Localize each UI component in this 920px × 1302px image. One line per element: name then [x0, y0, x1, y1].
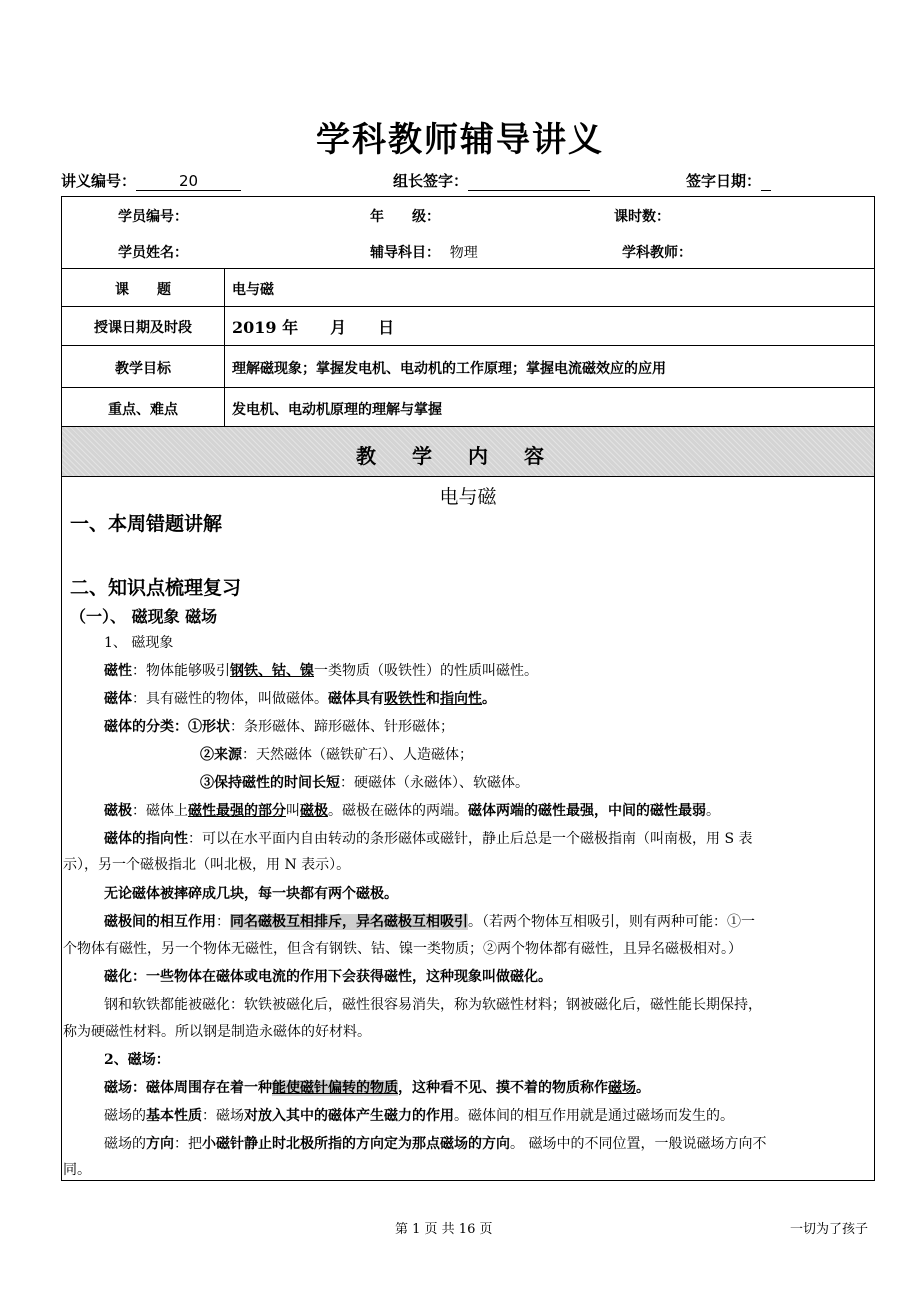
handout-number-label: 讲义编号： [61, 172, 137, 190]
para-interaction-cont: 个物体有磁性，另一个物体无磁性，但含有钢铁、钴、镍一类物质；②两个物体都有磁性，且异名磁极相对。） [63, 941, 742, 957]
section-2-heading: 二、知识点梳理复习 [70, 577, 242, 599]
footer-motto: 一切为了孩子 [790, 1222, 869, 1237]
subheading-magnetism: 1、 磁现象 [104, 635, 174, 651]
subject-value: 物理 [449, 245, 478, 261]
para-magnetization: 磁化：一些物体在磁体或电流的作用下会获得磁性，这种现象叫做磁化。 [104, 969, 552, 985]
date-value: 2019 年 月 日 [232, 318, 395, 337]
subject-label: 辅导科目： 物理 [370, 245, 478, 261]
student-name-label: 学员姓名： [118, 245, 188, 261]
section-2-1-heading: （一）、 磁现象 磁场 [70, 607, 218, 626]
sign-date [686, 170, 771, 191]
para-classification-duration: ③保持磁性的时间长短：硬磁体（永磁体）、软磁体。 [200, 775, 529, 791]
grade-label: 年 级： [370, 209, 440, 225]
para-field-property: 磁场的基本性质：磁场对放入其中的磁体产生磁力的作用。磁体间的相互作用就是通过磁场而发生的。 [104, 1108, 734, 1124]
para-classification-shape: 磁体的分类：①形状：条形磁体、蹄形磁体、针形磁体； [104, 719, 454, 735]
para-field-direction-cont: 同。 [63, 1162, 91, 1178]
leader-signature-label: 组长签字： [393, 172, 469, 190]
objective-label: 教学目标 [115, 361, 171, 377]
class-hours-label: 课时数： [614, 209, 670, 225]
topic-label: 课 题 [115, 282, 171, 298]
content-title: 电与磁 [439, 486, 497, 508]
topic-value: 电与磁 [232, 282, 274, 298]
para-interaction: 磁极间的相互作用：同名磁极互相排斥，异名磁极互相吸引。（若两个物体互相吸引，则有两种可能：①一 [104, 914, 755, 930]
para-field: 磁场：磁体周围存在着一种能使磁针偏转的物质，这种看不见、摸不着的物质称作磁场。 [104, 1080, 650, 1096]
section-1-heading: 一、本周错题讲解 [70, 513, 223, 535]
objective-value: 理解磁现象；掌握发电机、电动机的工作原理；掌握电流磁效应的应用 [232, 361, 666, 377]
date-label: 授课日期及时段 [94, 320, 192, 336]
page-number: 第 1 页 共 16 页 [395, 1222, 493, 1237]
para-poles: 磁极：磁体上磁性最强的部分叫磁极。磁极在磁体的两端。磁体两端的磁性最强，中间的磁性最弱。 [104, 803, 720, 819]
para-classification-source: ②来源：天然磁体（磁铁矿石）、人造磁体； [200, 747, 473, 763]
teacher-label: 学科教师： [622, 245, 692, 261]
content-banner: 教学内容 [356, 444, 580, 468]
para-materials-cont: 称为硬磁性材料。所以钢是制造永磁体的好材料。 [63, 1024, 371, 1040]
key-points-value: 发电机、电动机原理的理解与掌握 [232, 402, 442, 418]
para-directivity-cont: 示），另一个磁极指北（叫北极，用 N 表示）。 [63, 857, 351, 873]
para-magnetism: 磁性：物体能够吸引钢铁、钴、镍一类物质（吸铁性）的性质叫磁性。 [104, 663, 538, 679]
leader-signature [393, 170, 590, 191]
subheading-field: 2、磁场： [104, 1052, 170, 1068]
handout-number [61, 170, 241, 191]
para-broken-magnet: 无论磁体被摔碎成几块，每一块都有两个磁极。 [104, 886, 398, 902]
para-materials: 钢和软铁都能被磁化：软铁被磁化后，磁性很容易消失，称为软磁性材料；钢被磁化后，磁性能长期保持， [104, 997, 762, 1013]
sign-date-label: 签字日期： [686, 172, 762, 190]
para-field-direction: 磁场的方向：把小磁针静止时北极所指的方向定为那点磁场的方向。 磁场中的不同位置，一般说磁场方向不 [104, 1136, 767, 1152]
para-magnet: 磁体：具有磁性的物体，叫做磁体。磁体具有吸铁性和指向性。 [104, 691, 496, 707]
handout-number-value: 20 [136, 172, 241, 191]
document-title: 学科教师辅导讲义 [316, 120, 604, 160]
student-number-label: 学员编号： [118, 209, 188, 225]
para-directivity: 磁体的指向性：可以在水平面内自由转动的条形磁体或磁针，静止后总是一个磁极指南（叫南极，用 S 表 [104, 831, 753, 847]
key-points-label: 重点、难点 [108, 402, 178, 418]
